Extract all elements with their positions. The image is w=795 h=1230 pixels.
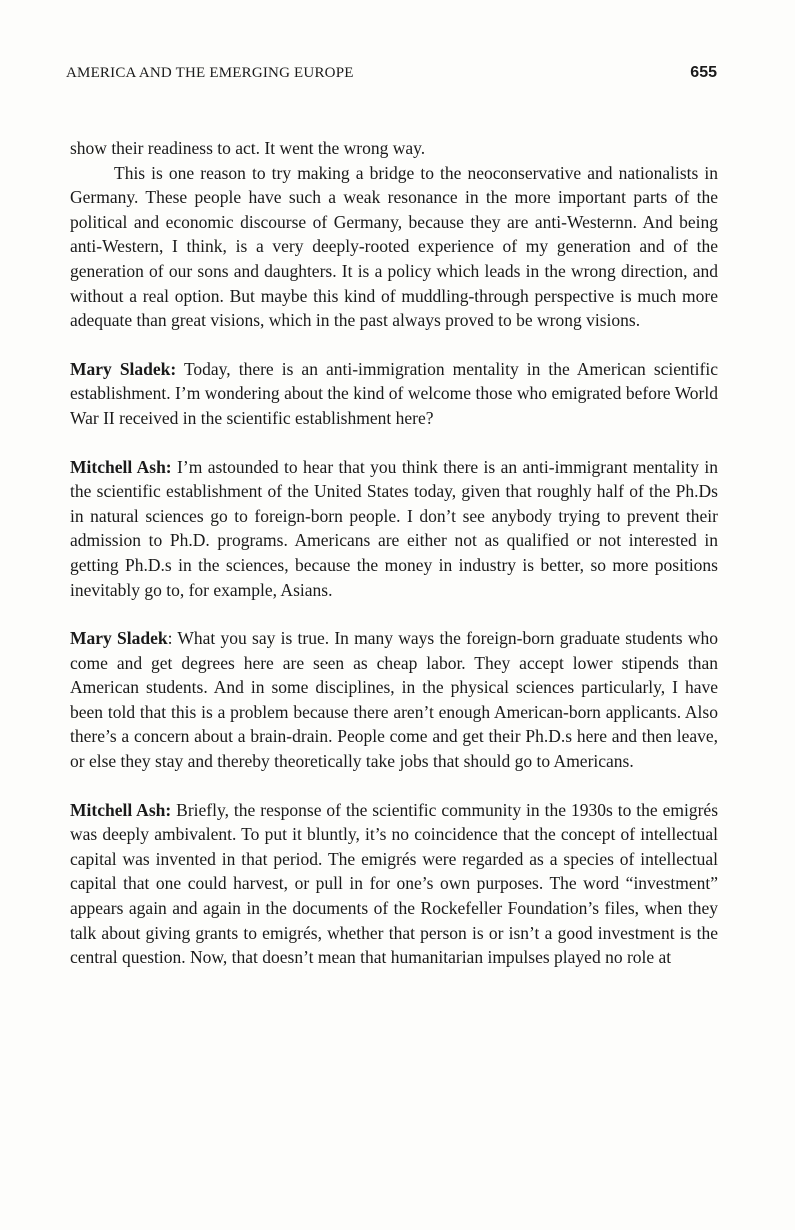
- exchange-sladek-question: [70, 357, 718, 431]
- exchange-text: Today, there is an anti-immigration mentality in the American scientific establishment. I’m wondering about the kind of welcome those who emigrated before World War II received in the scientific establishment here?: [70, 358, 718, 428]
- paragraph-continuation: show their readiness to act. It went the wrong way.: [70, 138, 426, 158]
- running-head: [66, 64, 717, 84]
- speaker-name: Mary Sladek: [70, 628, 168, 649]
- exchange-text: I’m astounded to hear that you think there is an anti-immigrant mentality in the scientific establishment of the United States today, given that roughly half of the Ph.Ds in natural sciences go to foreign-born people. I don’t see anybody trying to prevent their admission to Ph.D. programs. Americans are either not as qualified or not interested in getting Ph.D.s in the sciences, because the money in industry is better, so more positions inevitably go to, for example, Asians.: [70, 456, 718, 600]
- speaker-name: Mary Sladek:: [70, 358, 177, 379]
- exchange-ash-reply: [70, 455, 718, 603]
- speaker-name: Mitchell Ash:: [70, 799, 172, 820]
- page-number: 655: [690, 64, 717, 81]
- speaker-name: Mitchell Ash:: [70, 456, 172, 477]
- exchange-text: Briefly, the response of the scientific community in the 1930s to the emigrés was deeply ambivalent. To put it bluntly, it’s no coincidence that the concept of intellectual capital was invented in that period. The emigrés were regarded as a species of intellectual capital that one could harvest, or pull in for one’s own purposes. The word “investment” appears again and again in the documents of the Rockefeller Foundation’s files, when they talk about giving grants to emigrés, whether that person is or isn’t a good investment is the central question. Now, that doesn’t mean that humanitarian impulses played no role at: [70, 799, 718, 968]
- exchange-text: : What you say is true. In many ways the foreign-born graduate students who come and get degrees here are seen as cheap labor. They accept lower stipends than American students. And in some disciplines, in the physical sciences particularly, I have been told that this is a problem because there aren’t enough American-born applicants. Also there’s a concern about a brain-drain. People come and get their Ph.D.s here and then leave, or else they stay and thereby theoretically take jobs that should go to Americans.: [70, 628, 718, 772]
- running-title: AMERICA AND THE EMERGING EUROPE: [66, 65, 354, 81]
- exchange-ash-response: [70, 798, 718, 970]
- exchange-sladek-response: [70, 626, 718, 774]
- body-text: [70, 136, 718, 970]
- paragraph: This is one reason to try making a bridge to the neoconservative and nationalists in Germany. These people have such a weak resonance in the more important parts of the political and economic discourse of Germany, because they are anti-Westernn. And being anti-Western, I think, is a very deeply-rooted experience of my generation and of the generation of our sons and daughters. It is a policy which leads in the wrong direction, and without a real option. But maybe this kind of muddling-through perspective is much more adequate than great visions, which in the past always proved to be wrong visions.: [70, 162, 718, 331]
